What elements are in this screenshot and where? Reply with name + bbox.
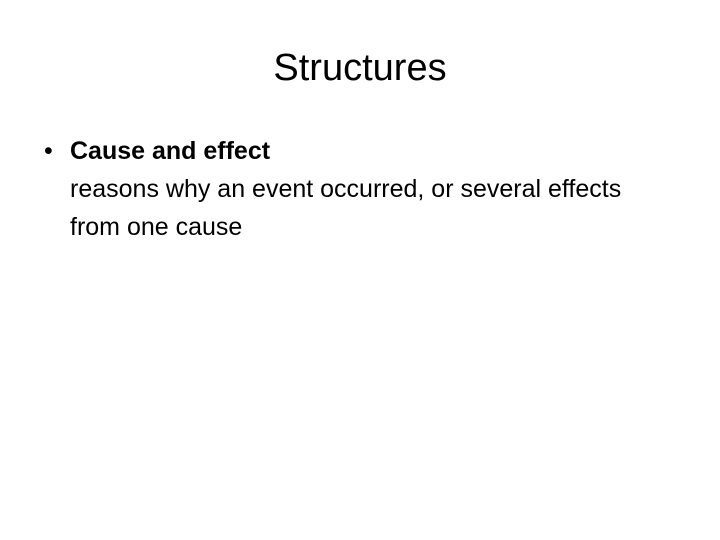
bullet-description: reasons why an event occurred, or several effects from one cause <box>70 175 622 241</box>
slide-title: Structures <box>273 47 447 89</box>
bullet-marker: • <box>44 137 53 165</box>
bullet-item <box>44 132 664 246</box>
slide-body <box>44 132 664 246</box>
bullet-term: Cause and effect <box>70 137 271 165</box>
